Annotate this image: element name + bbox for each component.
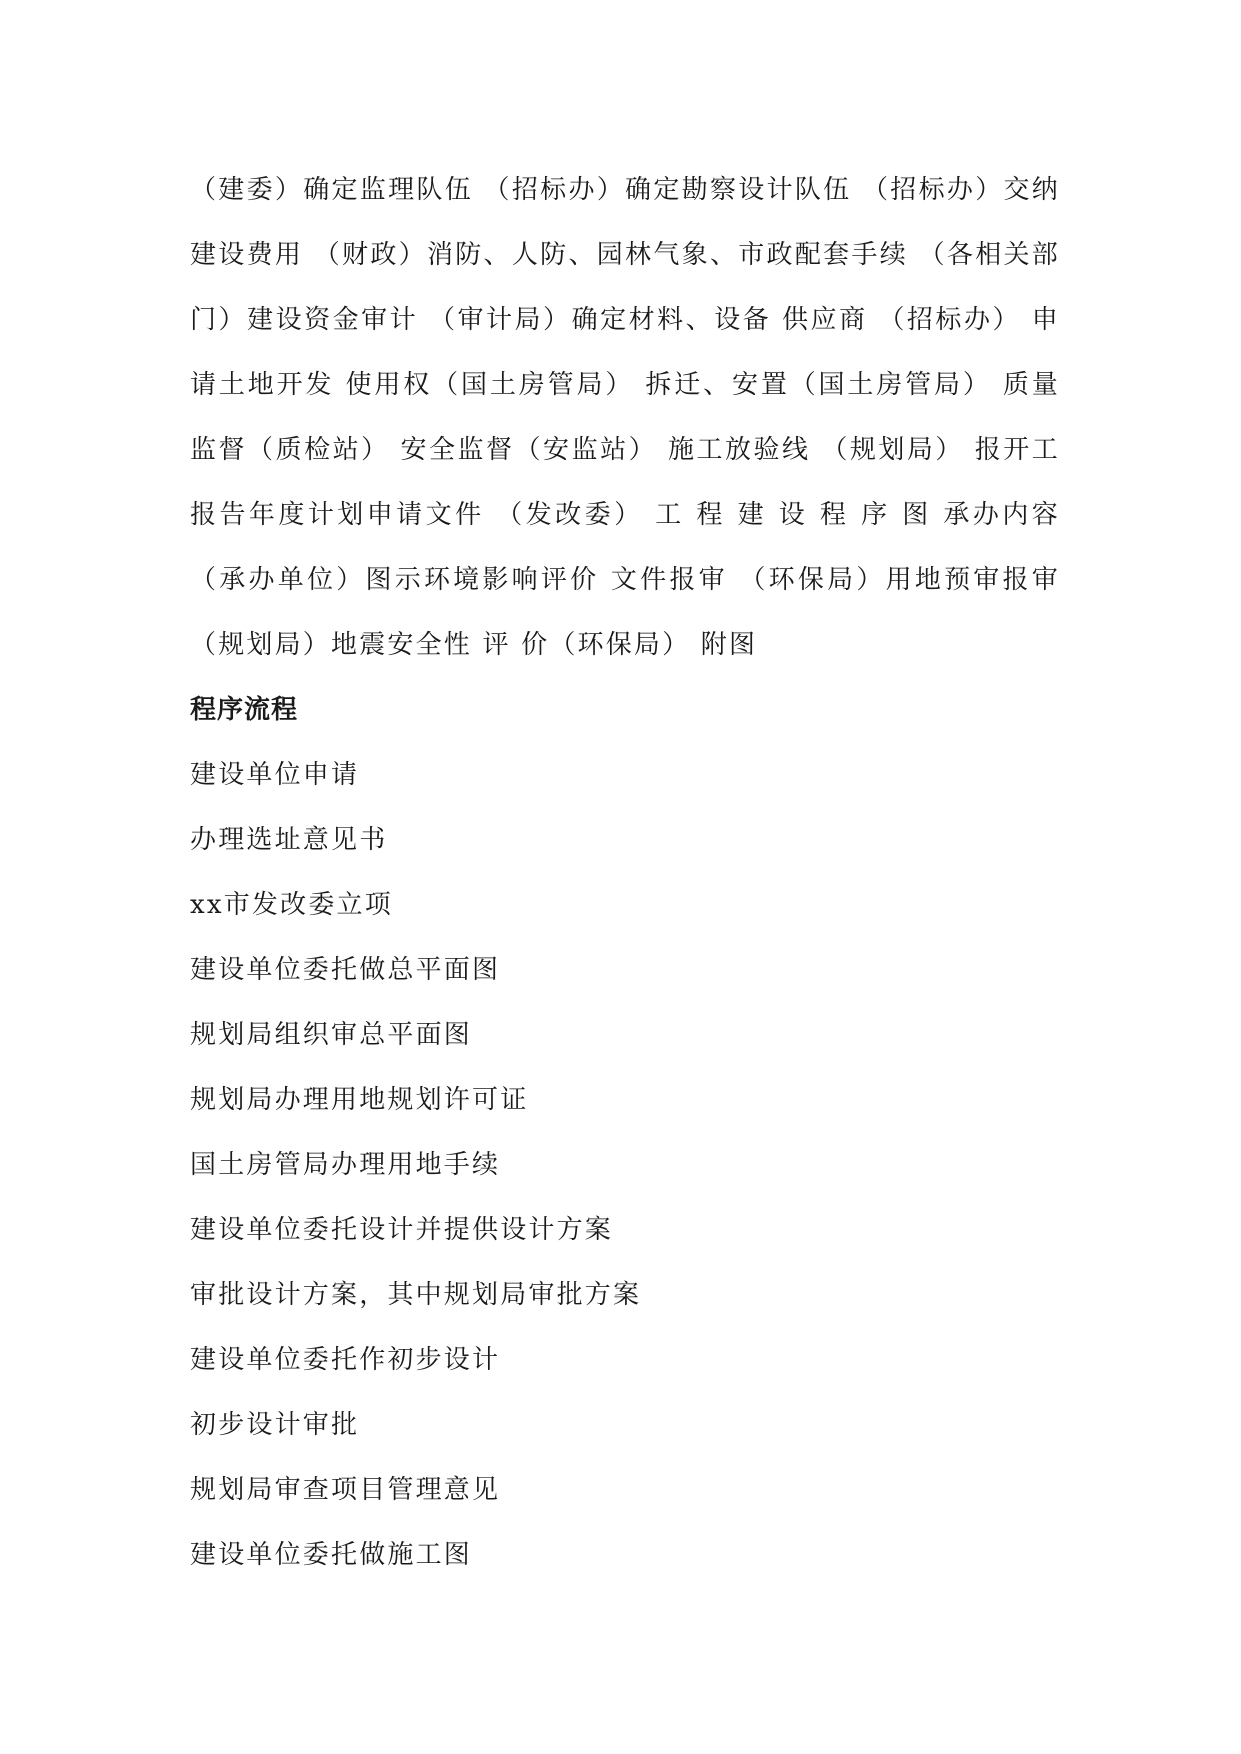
section-heading: 程序流程 (190, 695, 299, 725)
procedure-step: 建设单位申请 (190, 760, 360, 790)
intro-paragraph: （建委）确定监理队伍 （招标办）确定勘察设计队伍 （招标办）交纳建设费用 （财政）消防、人防、园林气象、市政配套手续 （各相关部门）建设资金审计 （审计局）确定材料、设备 供应商 （招标办） 申请土地开发 使用权（国土房管局） 拆迁、安置（国土房管局） 质量监督（质检站） 安全监督（安监站） 施工放验线 （规划局） 报开工报告年度计划申请文件 （发改委） 工 程 建 设 程 序 图 承办内容 （承办单位）图示环境影响评价 文件报审 （环保局）用地预审报审（规划局）地震安全性 评 价（环保局） 附图 (190, 175, 1060, 660)
procedure-step: 规划局办理用地规划许可证 (190, 1085, 529, 1115)
procedure-step: 建设单位委托做施工图 (190, 1540, 473, 1570)
procedure-step: 规划局组织审总平面图 (190, 1020, 473, 1050)
procedure-step: 建设单位委托作初步设计 (190, 1345, 501, 1375)
procedure-step: 审批设计方案，其中规划局审批方案 (190, 1280, 642, 1310)
procedure-step: xx市发改委立项 (190, 890, 393, 920)
procedure-step: 国土房管局办理用地手续 (190, 1150, 501, 1180)
procedure-step: 办理选址意见书 (190, 825, 388, 855)
procedure-step: 建设单位委托设计并提供设计方案 (190, 1215, 614, 1245)
document-body (190, 158, 1060, 1588)
procedure-step: 初步设计审批 (190, 1410, 360, 1440)
procedure-step-list (190, 743, 1060, 1588)
procedure-step: 规划局审查项目管理意见 (190, 1475, 501, 1505)
procedure-step: 建设单位委托做总平面图 (190, 955, 501, 985)
